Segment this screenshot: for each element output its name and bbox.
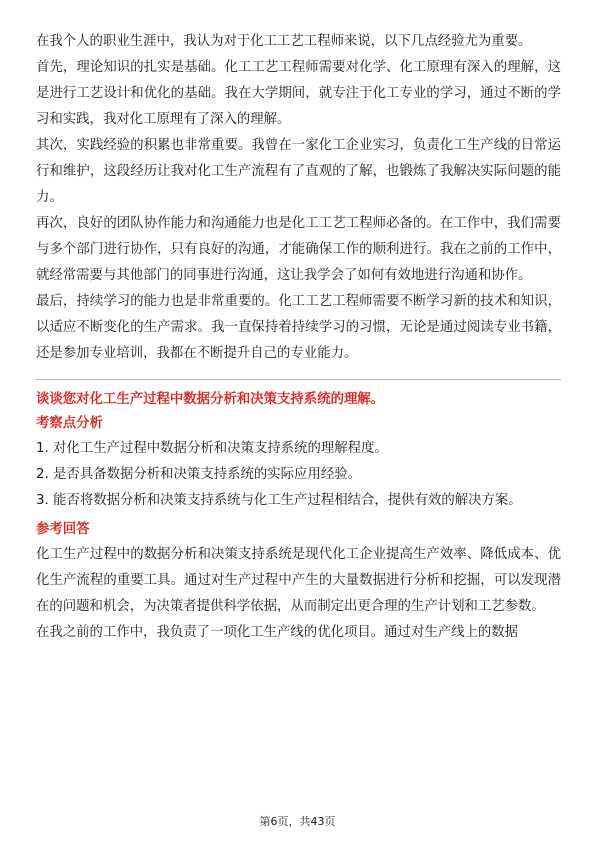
intro-paragraph: 再次，良好的团队协作能力和沟通能力也是化工工艺工程师必备的。在工作中，我们需要与多个部门进行协作，只有良好的沟通，才能确保工作的顺利进行。我在之前的工作中，就经常需要与其他部门的同事进行沟通，这让我学会了如何有效地进行沟通和协作。: [36, 216, 561, 283]
answer-paragraph: 在我之前的工作中，我负责了一项化工生产线的优化项目。通过对生产线上的数据: [36, 625, 519, 640]
analysis-item: 3. 能否将数据分析和决策支持系统与化工生产过程相结合，提供有效的解决方案。: [36, 493, 522, 508]
analysis-item: 1. 对化工生产过程中数据分析和决策支持系统的理解程度。: [36, 441, 388, 456]
analysis-item: 2. 是否具备数据分析和决策支持系统的实际应用经验。: [36, 467, 362, 482]
intro-paragraph: 首先，理论知识的扎实是基础。化工工艺工程师需要对化学、化工原理有深入的理解，这是进行工艺设计和优化的基础。我在大学期间，就专注于化工专业的学习，通过不断的学习和实践，我对化工原理有了深入的理解。: [36, 60, 561, 127]
answer-paragraph: 化工生产过程中的数据分析和决策支持系统是现代化工企业提高生产效率、降低成本、优化生产流程的重要工具。通过对生产过程中产生的大量数据进行分析和挖掘，可以发现潜在的问题和机会，为决策者提供科学依据，从而制定出更合理的生产计划和工艺参数。: [36, 547, 561, 614]
section-divider: [36, 379, 561, 380]
page-footer: 第6页，共43页: [259, 815, 336, 828]
intro-paragraph: 最后，持续学习的能力也是非常重要的。化工工艺工程师需要不断学习新的技术和知识，以适应不断变化的生产需求。我一直保持着持续学习的习惯，无论是通过阅读专业书籍，还是参加专业培训，我都在不断提升自己的专业能力。: [36, 294, 561, 361]
intro-paragraph: 其次，实践经验的积累也非常重要。我曾在一家化工企业实习，负责化工生产线的日常运行和维护，这段经历让我对化工生产流程有了直观的了解，也锻炼了我解决实际问题的能力。: [36, 138, 561, 205]
answer-title: 参考回答: [36, 522, 90, 537]
document-page: [36, 29, 561, 646]
analysis-title: 考察点分析: [36, 416, 103, 431]
question-heading: 谈谈您对化工生产过程中数据分析和决策支持系统的理解。: [36, 392, 385, 407]
intro-paragraph: 在我个人的职业生涯中，我认为对于化工工艺工程师来说，以下几点经验尤为重要。: [36, 34, 532, 49]
